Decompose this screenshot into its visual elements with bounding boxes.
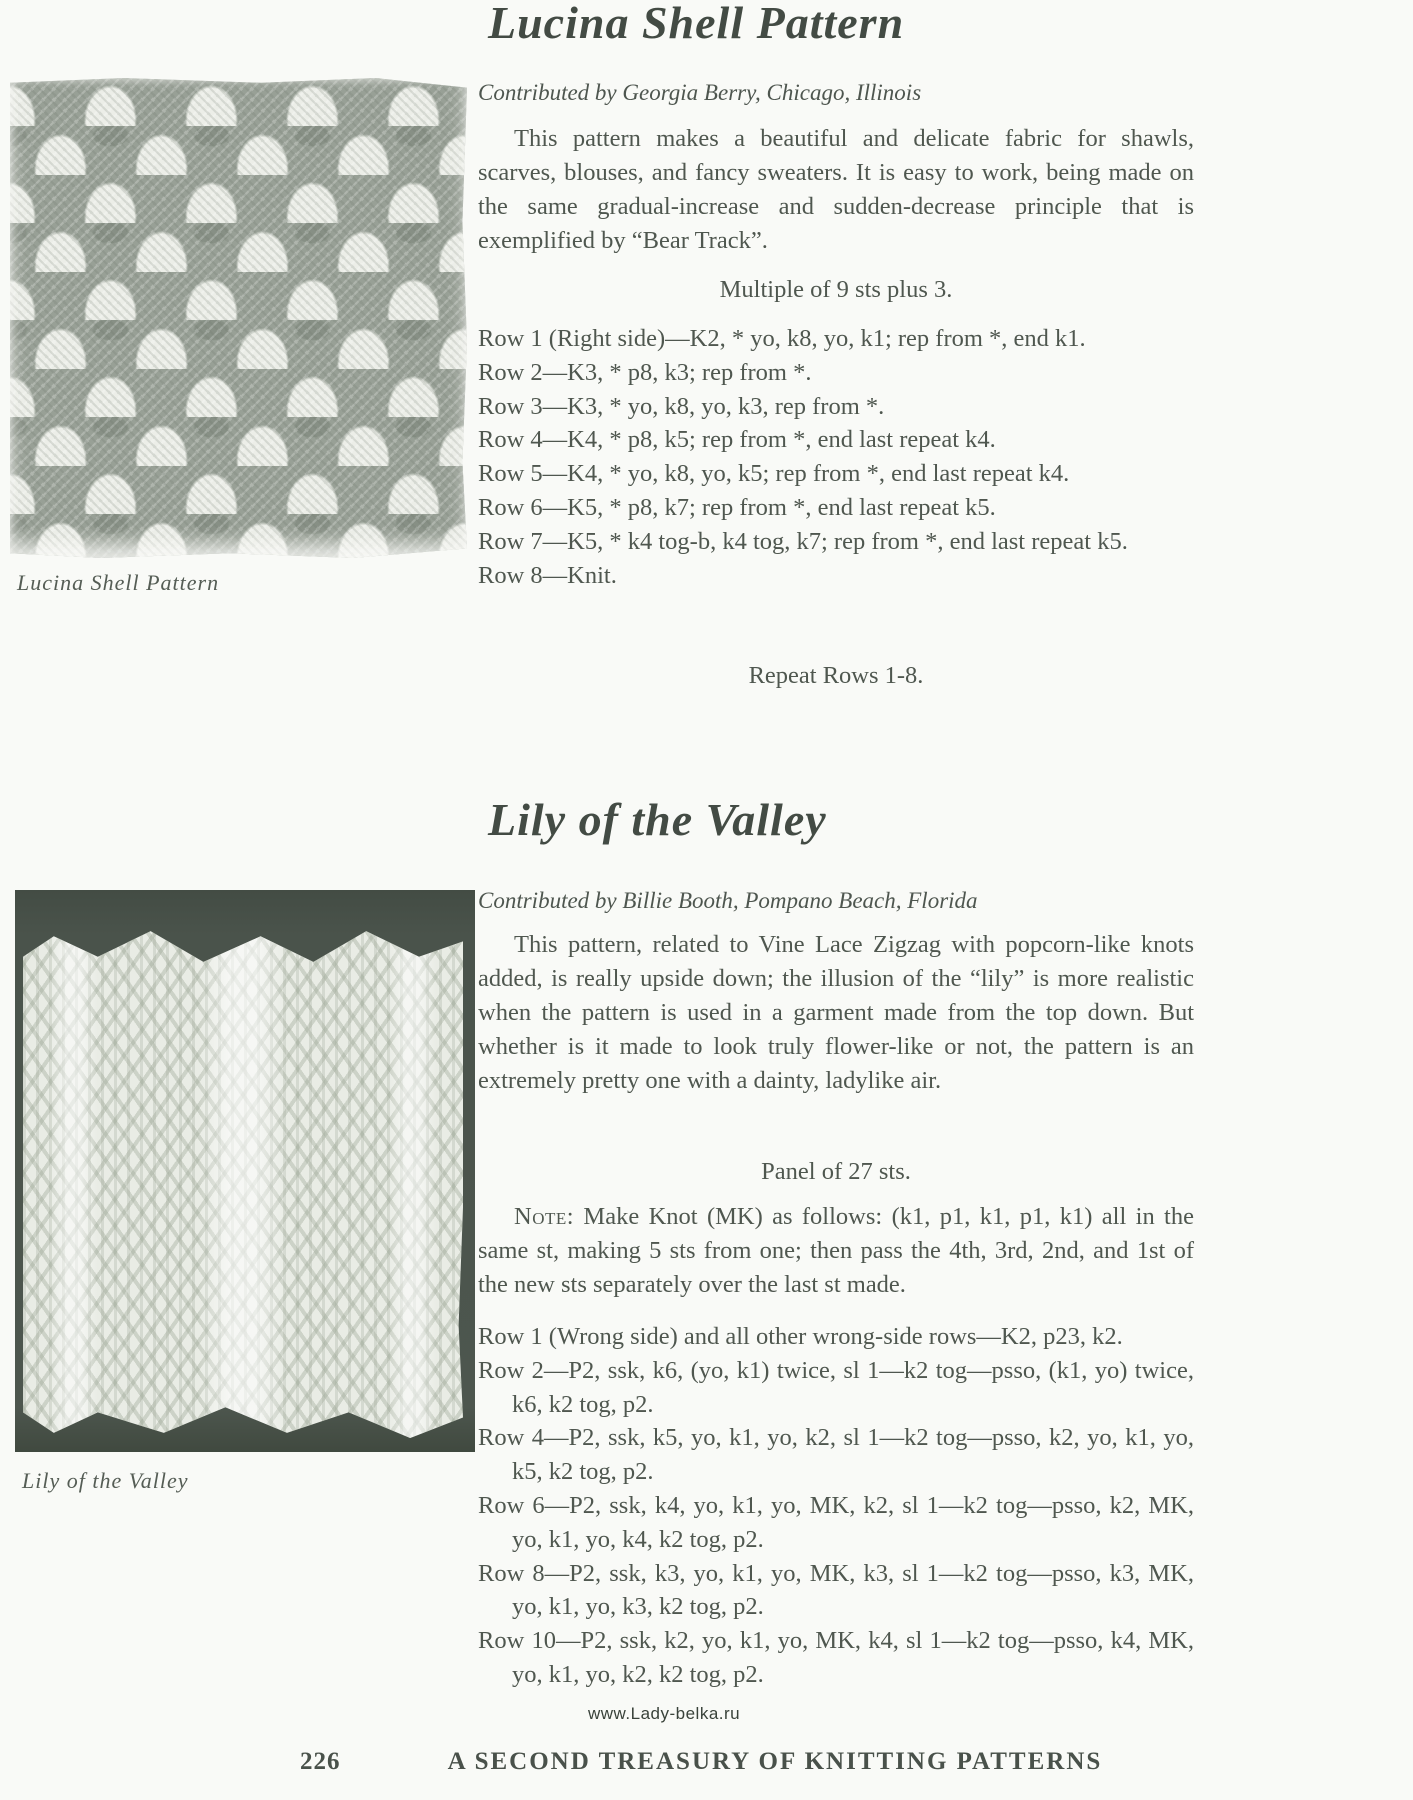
note-label: Note: [514,1203,575,1230]
lily-of-the-valley-photo [15,890,475,1452]
lily-photo-caption: Lily of the Valley [22,1468,189,1493]
pattern-row: Row 5—K4, * yo, k8, yo, k5; rep from *, end last repeat k4. [478,460,1070,488]
pattern-row: Row 3—K3, * yo, k8, yo, k3, rep from *. [478,392,885,420]
lucina-repeat-note: Repeat Rows 1-8. [748,662,924,689]
note-body: Make Knot (MK) as follows: (k1, p1, k1, p1, k1) all in the same st, making 5 sts from one; then pass the 4th, 3rd, 2nd, and 1st of the new sts separately over the last st made. [478,1203,1194,1298]
lucina-title: Lucina Shell Pattern [488,0,905,48]
lucina-shell-photo [10,78,467,558]
pattern-row: Row 8—Knit. [478,561,617,589]
lucina-row-instructions [478,322,1194,592]
lily-make-knot-note [478,1200,1194,1302]
watermark-url: www.Lady-belka.ru [588,1704,741,1723]
lucina-intro-paragraph: This pattern makes a beautiful and delicate fabric for shawls, scarves, blouses, and fancy sweaters. It is easy to work, being made on the same gradual-increase and sudden-decrease principle that is exemplified by “Bear Track”. [478,125,1194,254]
lily-contributor-line: Contributed by Billie Booth, Pompano Beach, Florida [478,888,978,913]
pattern-row: Row 7—K5, * k4 tog-b, k4 tog, k7; rep from *, end last repeat k5. [478,527,1128,555]
lily-row-instructions [478,1320,1194,1692]
lily-stitch-count: Panel of 27 sts. [761,1158,911,1185]
pattern-row: Row 6—K5, * p8, k7; rep from *, end last repeat k5. [478,493,996,521]
page-footer [0,1748,1413,1782]
lily-intro-paragraph: This pattern, related to Vine Lace Zigzag with popcorn-like knots added, is really upside down; the illusion of the “lily” is more realistic when the pattern is used in a garment made from the top down. But whether is it made to look truly flower-like or not, the pattern is an extremely pretty one with a dainty, ladylike air. [478,931,1194,1094]
pattern-row: Row 2—P2, ssk, k6, (yo, k1) twice, sl 1—k2 tog—psso, (k1, yo) twice, k6, k2 tog, p2. [478,1356,1194,1418]
book-title: A SECOND TREASURY OF KNITTING PATTERNS [447,1748,1103,1775]
pattern-row: Row 1 (Right side)—K2, * yo, k8, yo, k1; rep from *, end k1. [478,325,1086,352]
lucina-stitch-count: Multiple of 9 sts plus 3. [719,276,953,303]
pattern-row: Row 2—K3, * p8, k3; rep from *. [478,358,812,386]
lily-title: Lily of the Valley [488,794,827,845]
pattern-row: Row 4—P2, ssk, k5, yo, k1, yo, k2, sl 1—k2 tog—psso, k2, yo, k1, yo, k5, k2 tog, p2. [478,1424,1194,1486]
pattern-row: Row 8—P2, ssk, k3, yo, k1, yo, MK, k3, sl 1—k2 tog—psso, k3, MK, yo, k1, yo, k3, k2 tog, p2. [478,1559,1194,1621]
pattern-row: Row 6—P2, ssk, k4, yo, k1, yo, MK, k2, sl 1—k2 tog—psso, k2, MK, yo, k1, yo, k4, k2 tog, p2. [478,1491,1194,1553]
pattern-row: Row 4—K4, * p8, k5; rep from *, end last repeat k4. [478,426,996,454]
pattern-row: Row 1 (Wrong side) and all other wrong-side rows—K2, p23, k2. [478,1323,1123,1350]
pattern-row: Row 10—P2, ssk, k2, yo, k1, yo, MK, k4, sl 1—k2 tog—psso, k4, MK, yo, k1, yo, k2, k2 tog, p2. [478,1627,1194,1688]
page-number: 226 [300,1748,341,1775]
lucina-photo-caption: Lucina Shell Pattern [17,570,220,595]
lily-knit-fabric [23,926,463,1438]
lucina-contributor-line: Contributed by Georgia Berry, Chicago, Illinois [478,80,922,105]
